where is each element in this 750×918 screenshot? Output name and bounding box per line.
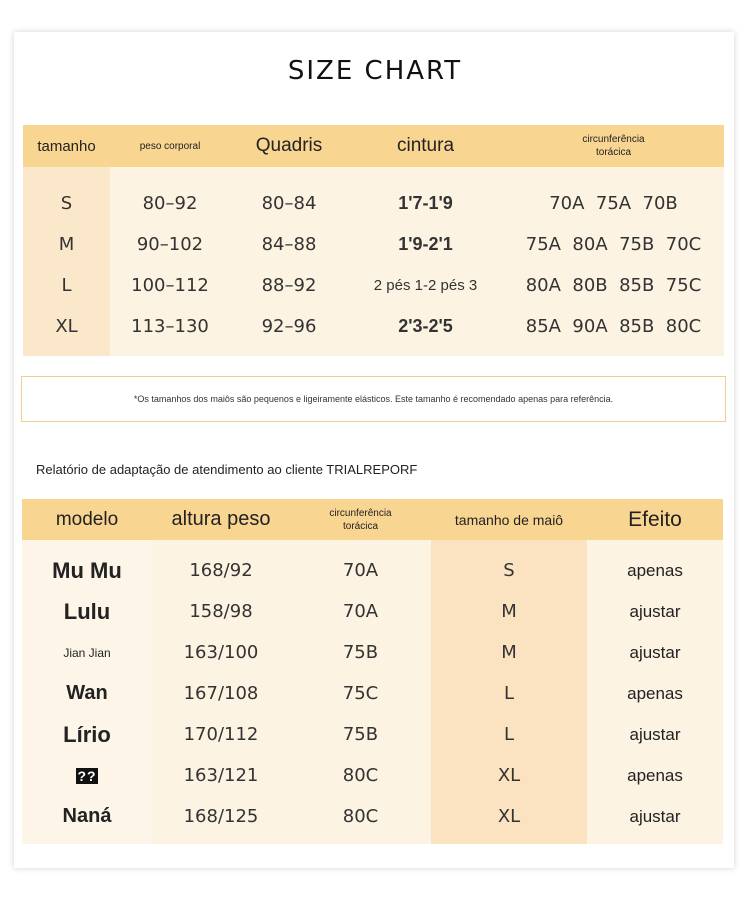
height-weight-cell: 163/100: [183, 642, 259, 663]
effect-cell: ajustar: [629, 642, 681, 662]
swimsuit-size-cell: S: [503, 560, 515, 581]
header-weight: peso corporal: [139, 140, 201, 152]
fit-report-header: [22, 499, 723, 540]
fit-report-table: [22, 499, 723, 844]
chest-cell: 75A 80A 75B 70C: [525, 234, 702, 255]
header-waist: cintura: [396, 135, 455, 156]
chest-column: [503, 183, 724, 356]
header-swimsuit-size: tamanho de maiô: [454, 511, 564, 528]
weight-cell: 113–130: [131, 316, 209, 337]
header-chest-report-line1: circunferência: [329, 507, 392, 519]
waist-column: [348, 183, 503, 356]
report-title: Relatório de adaptação de atendimento ao cliente TRIALREPORF: [36, 462, 418, 477]
chest-report-column: [290, 550, 431, 844]
header-model: modelo: [55, 508, 119, 530]
chest-cell: 70A 75A 70B: [549, 193, 678, 214]
effect-cell: apenas: [627, 765, 683, 785]
fit-report-body: [22, 540, 723, 844]
model-cell: Mu Mu: [52, 557, 122, 583]
weight-cell: 80–92: [142, 193, 198, 214]
effect-cell: ajustar: [629, 724, 681, 744]
height-weight-cell: 167/108: [183, 683, 259, 704]
effect-cell: apenas: [627, 560, 683, 580]
height-weight-cell: 168/92: [189, 560, 253, 581]
model-cell: Naná: [62, 805, 112, 827]
page-title: SIZE CHART: [287, 56, 463, 86]
hips-cell: 80–84: [261, 193, 317, 214]
model-column: [22, 540, 152, 844]
size-chart-table: [23, 125, 724, 356]
model-unknown-glyph: ??: [77, 767, 97, 784]
waist-cell: 2 pés 1-2 pés 3: [373, 277, 478, 294]
size-chart-body: [23, 167, 724, 356]
hips-cell: 84–88: [261, 234, 317, 255]
chest-report-cell: 70A: [342, 601, 379, 622]
header-chest-line2: torácica: [595, 147, 631, 158]
hips-cell: 92–96: [261, 316, 317, 337]
size-chart-header: [23, 125, 724, 167]
model-cell: Lírio: [63, 721, 111, 747]
header-effect: Efeito: [628, 507, 682, 531]
header-height-weight: altura peso: [171, 508, 271, 530]
effect-cell: ajustar: [629, 601, 681, 621]
header-hips: Quadris: [255, 135, 323, 156]
waist-cell: 2'3-2'5: [398, 316, 453, 336]
swimsuit-size-cell: L: [503, 683, 515, 704]
weight-cell: 90–102: [136, 234, 204, 255]
size-cell: S: [60, 193, 73, 214]
swimsuit-size-cell: L: [503, 724, 515, 745]
hips-cell: 88–92: [261, 275, 317, 296]
swimsuit-size-cell: XL: [497, 806, 521, 827]
effect-cell: apenas: [627, 683, 683, 703]
header-chest-report: [290, 507, 431, 533]
swimsuit-size-cell: M: [501, 601, 517, 622]
weight-cell: 100–112: [131, 275, 209, 296]
height-weight-cell: 158/98: [189, 601, 253, 622]
height-weight-cell: 170/112: [183, 724, 259, 745]
swimsuit-size-cell: M: [501, 642, 517, 663]
model-cell: [22, 755, 152, 796]
model-cell: Lulu: [63, 598, 111, 624]
height-weight-column: [152, 550, 290, 844]
chest-report-cell: 70A: [342, 560, 379, 581]
waist-cell: 1'9-2'1: [398, 234, 453, 254]
chest-report-cell: 80C: [342, 765, 379, 786]
size-note: *Os tamanhos dos maiôs são pequenos e ligeiramente elásticos. Este tamanho é recomendado apenas para referência.: [21, 376, 726, 422]
waist-cell: 1'7-1'9: [398, 193, 453, 213]
header-chest-line1: circunferência: [582, 134, 645, 145]
hips-column: [230, 183, 348, 356]
size-cell: L: [61, 275, 72, 296]
header-chest: [503, 133, 724, 159]
chest-report-cell: 75B: [342, 642, 379, 663]
size-column: [23, 167, 110, 356]
chest-report-cell: 75B: [342, 724, 379, 745]
effect-cell: ajustar: [629, 806, 681, 826]
chest-report-cell: 75C: [342, 683, 379, 704]
chest-cell: 85A 90A 85B 80C: [525, 316, 702, 337]
model-cell: Jian Jian: [63, 645, 111, 660]
weight-column: [110, 183, 230, 356]
chest-report-cell: 80C: [342, 806, 379, 827]
chest-cell: 80A 80B 85B 75C: [525, 275, 702, 296]
swimsuit-size-column: [431, 540, 587, 844]
size-cell: M: [58, 234, 75, 255]
height-weight-cell: 163/121: [183, 765, 259, 786]
swimsuit-size-cell: XL: [497, 765, 521, 786]
model-cell: Wan: [66, 682, 108, 704]
header-chest-report-line2: torácica: [342, 520, 378, 532]
height-weight-cell: 168/125: [183, 806, 259, 827]
size-cell: XL: [55, 316, 78, 337]
header-size: tamanho: [37, 137, 96, 155]
effect-column: [587, 550, 723, 844]
